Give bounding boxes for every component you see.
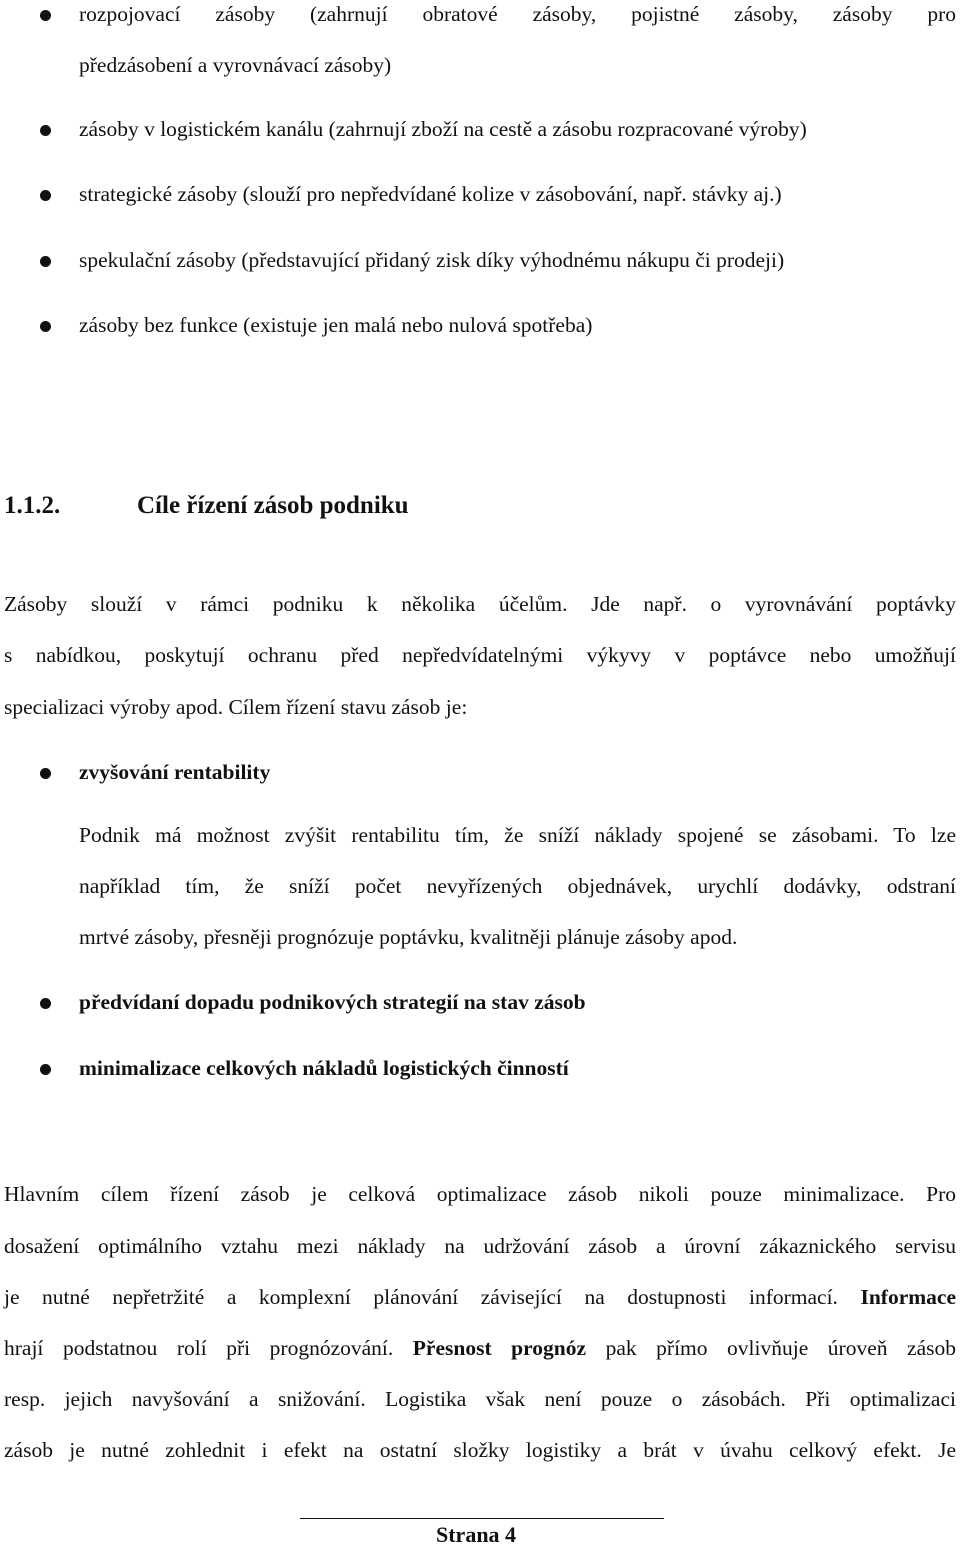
emphasis-text: Informace xyxy=(860,1285,957,1309)
paragraph-text: hrají podstatnou rolí při prognózování. xyxy=(4,1336,394,1360)
section-number: 1.1.2. xyxy=(4,492,61,519)
paragraph-line xyxy=(4,1287,956,1309)
list-item: rozpojovací zásoby (zahrnují obratové zásoby, pojistné zásoby, zásoby pro xyxy=(79,2,956,26)
goal-label: minimalizace celkových nákladů logistických činností xyxy=(79,1056,569,1080)
goal-label: zvyšování rentability xyxy=(79,760,271,784)
list-item: zásoby bez funkce (existuje jen malá nebo nulová spotřeba) xyxy=(79,313,593,337)
bullet-icon xyxy=(40,768,51,779)
list-item-continuation: předzásobení a vyrovnávací zásoby) xyxy=(79,53,392,77)
list-item: strategické zásoby (slouží pro nepředvídané kolize v zásobování, např. stávky aj.) xyxy=(79,182,782,206)
paragraph-line: dosažení optimálního vztahu mezi náklady na udržování zásob a úrovní zákaznického servisu xyxy=(4,1234,956,1258)
bullet-icon xyxy=(40,998,51,1009)
paragraph-line: resp. jejich navyšování a snižování. Logistika však není pouze o zásobách. Při optimalizaci xyxy=(4,1387,956,1411)
list-item: spekulační zásoby (představující přidaný zisk díky výhodnému nákupu či prodeji) xyxy=(79,248,785,272)
bullet-icon xyxy=(40,190,51,201)
paragraph-line: Hlavním cílem řízení zásob je celková optimalizace zásob nikoli pouze minimalizace. Pro xyxy=(4,1182,956,1206)
footer-divider xyxy=(300,1518,664,1519)
list-item: zásoby v logistickém kanálu (zahrnují zboží na cestě a zásobu rozpracované výroby) xyxy=(79,117,807,141)
bullet-icon xyxy=(40,256,51,267)
page-number: Strana 4 xyxy=(436,1522,517,1547)
paragraph-text: je nutné nepřetržité a komplexní plánování závisející na dostupnosti informací. xyxy=(4,1285,838,1309)
paragraph-text: pak přímo ovlivňuje úroveň zásob xyxy=(605,1336,957,1360)
bullet-icon xyxy=(40,1064,51,1075)
paragraph-line: specializaci výroby apod. Cílem řízení stavu zásob je: xyxy=(4,695,468,719)
goal-description-line: mrtvé zásoby, přesněji prognózuje poptávku, kvalitněji plánuje zásoby apod. xyxy=(79,925,738,949)
paragraph-line: s nabídkou, poskytují ochranu před nepředvídatelnými výkyvy v poptávce nebo umožňují xyxy=(4,643,956,667)
paragraph-line xyxy=(4,1338,956,1360)
goal-description-line: například tím, že sníží počet nevyřízených objednávek, urychlí dodávky, odstraní xyxy=(79,874,956,898)
emphasis-text: Přesnost prognóz xyxy=(412,1336,587,1360)
goal-label: předvídaní dopadu podnikových strategií na stav zásob xyxy=(79,990,586,1014)
section-title: Cíle řízení zásob podniku xyxy=(137,492,409,519)
bullet-icon xyxy=(40,10,51,21)
bullet-icon xyxy=(40,321,51,332)
bullet-icon xyxy=(40,125,51,136)
goal-description-line: Podnik má možnost zvýšit rentabilitu tím, že sníží náklady spojené se zásobami. To lze xyxy=(79,823,956,847)
paragraph-line: zásob je nutné zohlednit i efekt na ostatní složky logistiky a brát v úvahu celkový efekt. Je xyxy=(4,1438,956,1462)
paragraph-line: Zásoby slouží v rámci podniku k několika účelům. Jde např. o vyrovnávání poptávky xyxy=(4,592,956,616)
